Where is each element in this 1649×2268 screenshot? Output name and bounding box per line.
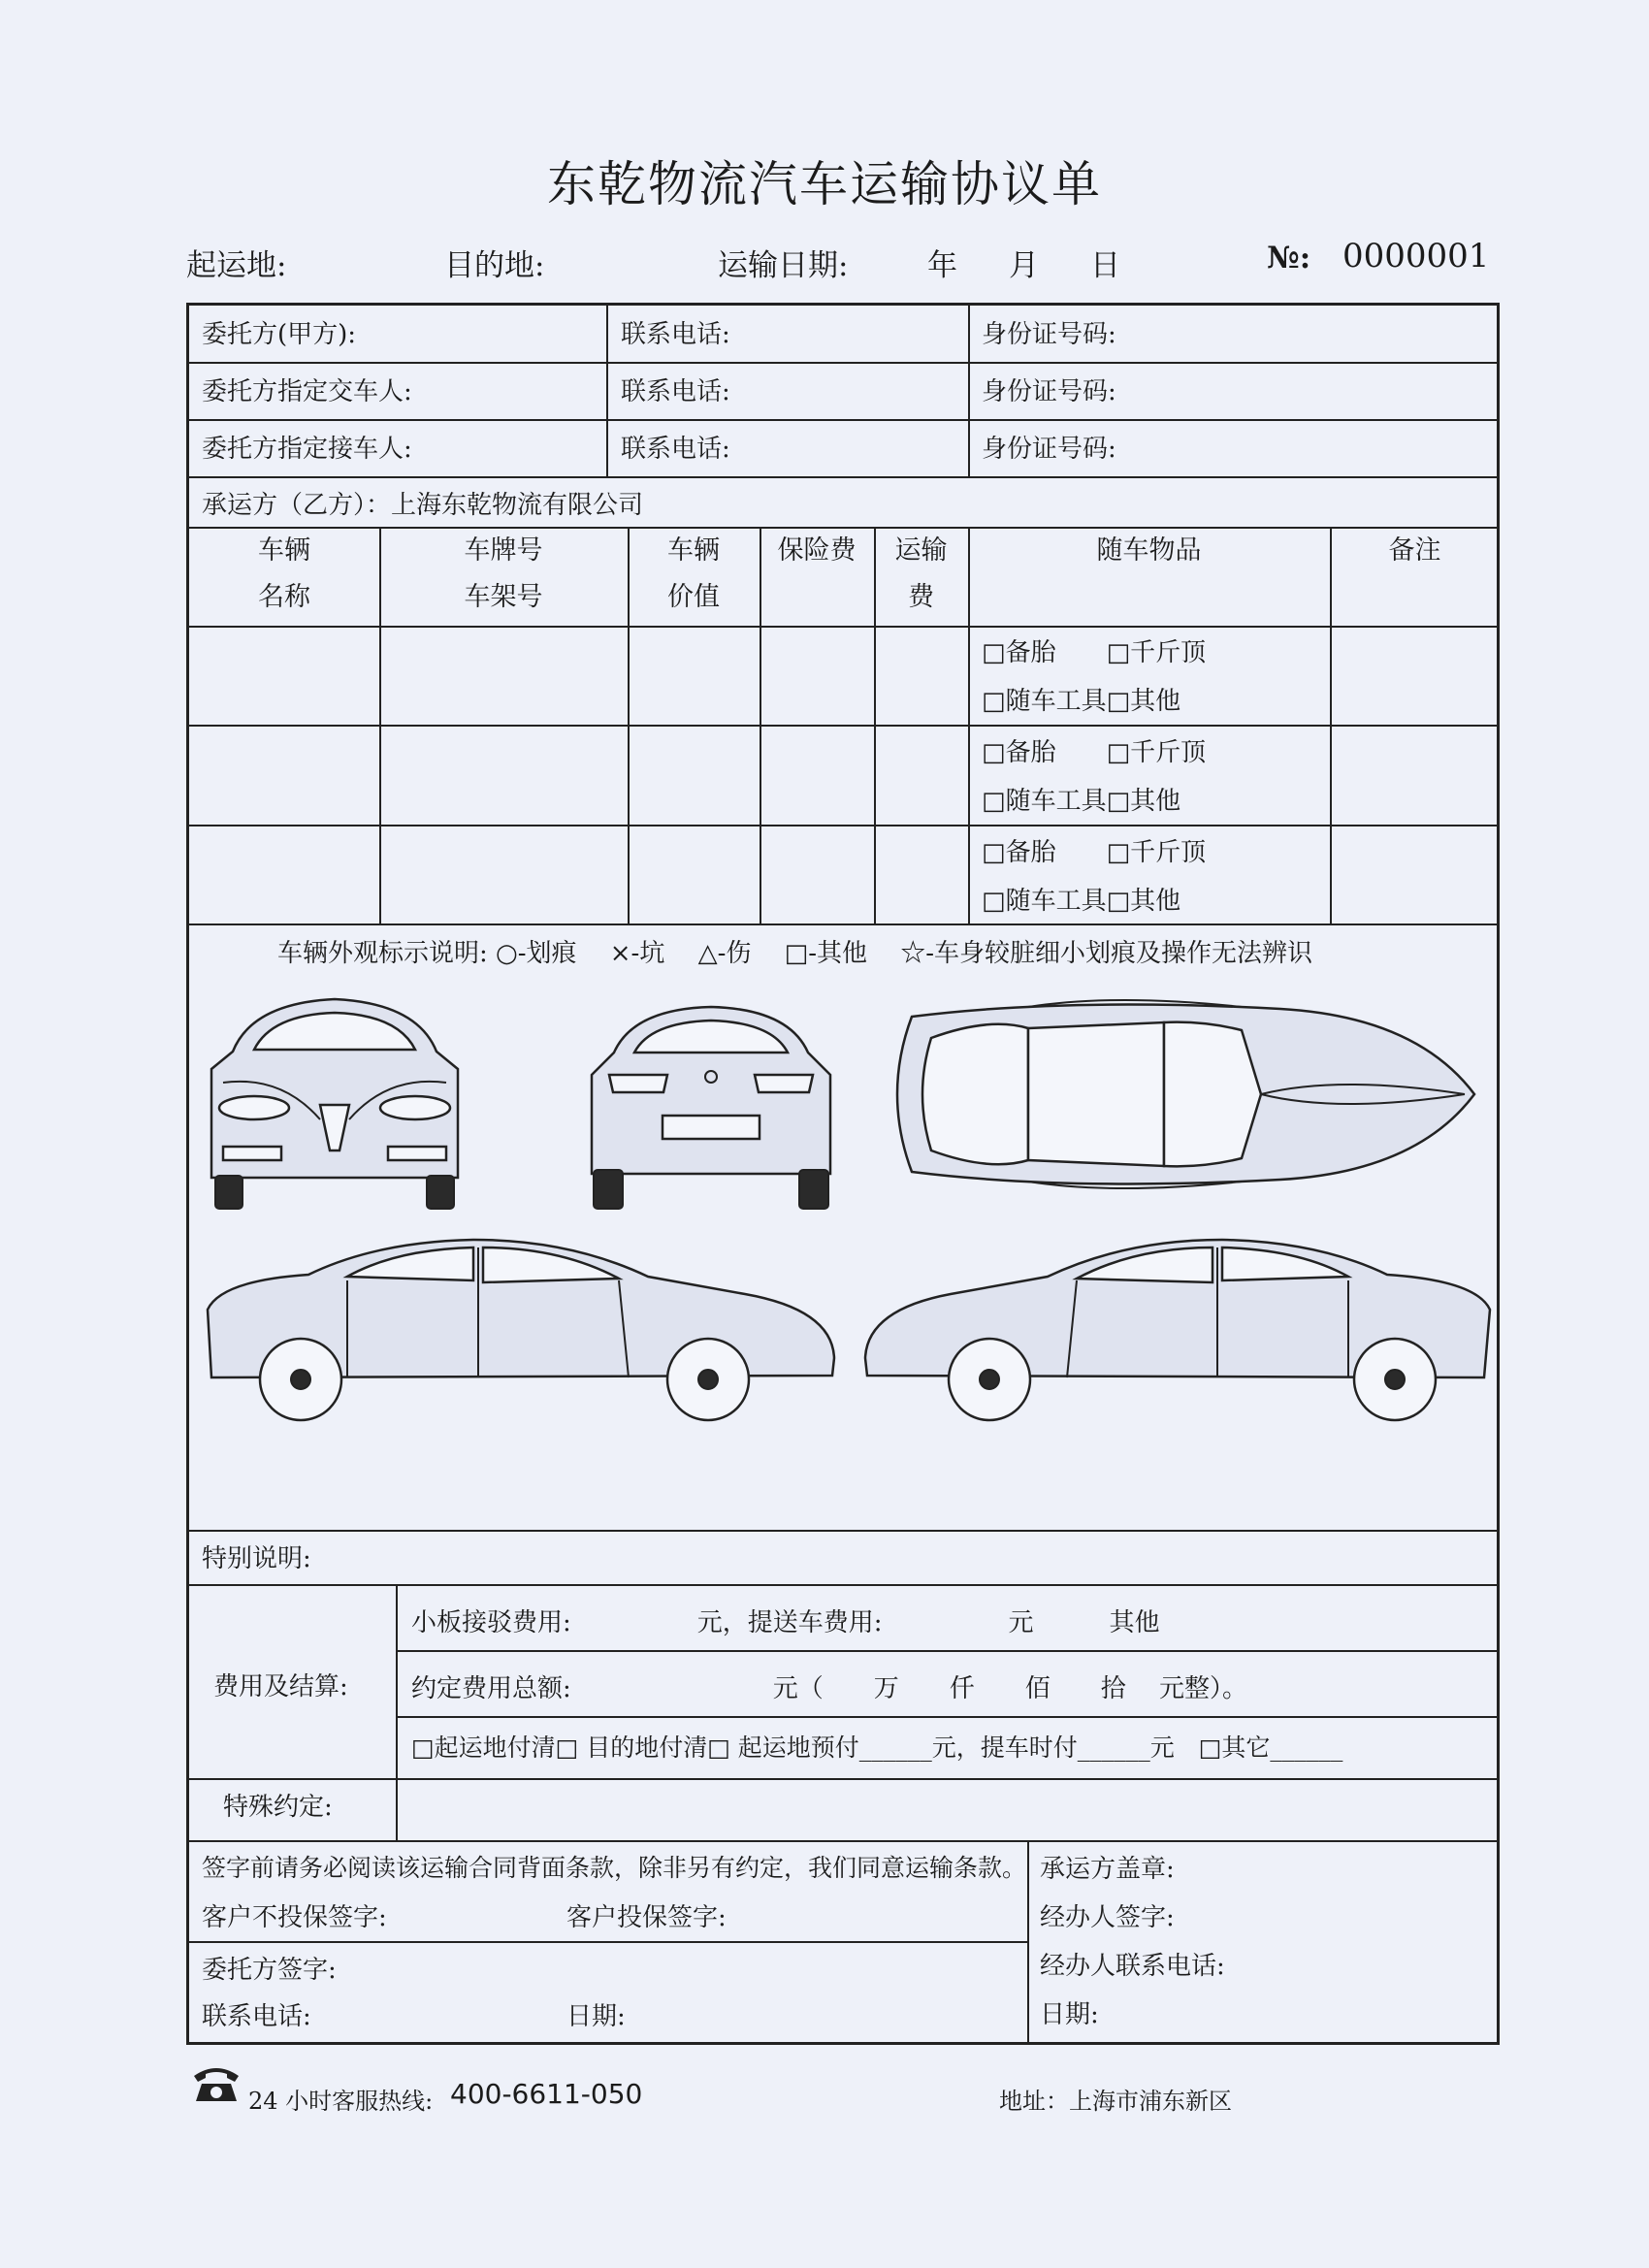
year-label: 年 xyxy=(927,248,957,283)
fees-line-shuttle: 小板接驳费用: 元，提送车费用: 元 其他 xyxy=(411,1608,1160,1637)
col-vehicle-name: 车辆 名称 xyxy=(258,535,310,612)
car-front-view-diagram xyxy=(194,993,475,1212)
telephone-icon xyxy=(192,2064,241,2103)
client-id-label: 身份证号码: xyxy=(982,320,1116,349)
client-phone-label: 联系电话: xyxy=(621,320,730,349)
destination-label: 目的地: xyxy=(444,248,545,283)
fees-line-total: 约定费用总额: 元（ 万 仟 佰 拾 元整）。 xyxy=(411,1674,1248,1703)
sender-label: 委托方指定交车人: xyxy=(202,377,412,406)
serial-number: 0000001 xyxy=(1342,237,1490,275)
col-vehicle-value: 车辆 价值 xyxy=(667,535,720,612)
special-note-label: 特别说明: xyxy=(202,1544,311,1573)
month-label: 月 xyxy=(1009,248,1039,283)
col-remarks: 备注 xyxy=(1388,535,1441,566)
carrier-name: 承运方（乙方）：上海东乾物流有限公司 xyxy=(202,491,644,520)
date-label: 运输日期: xyxy=(718,248,849,283)
hotline-label: 24 小时客服热线: xyxy=(248,2088,434,2115)
car-top-view-diagram xyxy=(873,988,1484,1211)
number-label: №: xyxy=(1267,241,1311,275)
form-title: 东乾物流汽车运输协议单 xyxy=(547,156,1102,212)
damage-legend: 车辆外观标示说明: ○-划痕 ×-坑 △-伤 □-其他 ☆-车身较脏细小划痕及操作无法辨识 xyxy=(277,939,1313,968)
sender-phone-label: 联系电话: xyxy=(621,377,730,406)
client-signature-label: 委托方签字: xyxy=(202,1956,337,1985)
hotline-number: 400-6611-050 xyxy=(450,2078,643,2110)
fees-label: 费用及结算: xyxy=(213,1672,348,1701)
items-row1-line2: □随车工具□其他 xyxy=(982,687,1181,716)
col-plate-vin: 车牌号 车架号 xyxy=(464,535,543,612)
signature-notice: 签字前请务必阅读该运输合同背面条款，除非另有约定，我们同意运输条款。 xyxy=(202,1854,1027,1882)
client-phone-label-bottom: 联系电话: xyxy=(202,2002,311,2031)
car-right-side-diagram xyxy=(863,1232,1494,1426)
col-transport-fee: 运输 费 xyxy=(894,535,948,612)
items-row2-line1: □备胎 □千斤顶 xyxy=(982,738,1207,767)
fees-line-payment: □起运地付清□ 目的地付清□ 起运地预付______元，提车时付______元 □其它______ xyxy=(411,1733,1343,1762)
agent-signature-label: 经办人签字: xyxy=(1040,1903,1175,1932)
items-row1-line1: □备胎 □千斤顶 xyxy=(982,638,1207,667)
carrier-seal-label: 承运方盖章: xyxy=(1040,1855,1175,1884)
sender-id-label: 身份证号码: xyxy=(982,377,1116,406)
insurance-signature-label: 客户投保签字: xyxy=(566,1903,727,1932)
client-date-label: 日期: xyxy=(566,2002,626,2031)
day-label: 日 xyxy=(1090,248,1120,283)
special-agreement-label: 特殊约定: xyxy=(223,1793,333,1822)
items-row2-line2: □随车工具□其他 xyxy=(982,787,1181,816)
receiver-label: 委托方指定接车人: xyxy=(202,435,412,464)
client-label: 委托方(甲方): xyxy=(202,320,357,349)
receiver-id-label: 身份证号码: xyxy=(982,435,1116,464)
receiver-phone-label: 联系电话: xyxy=(621,435,730,464)
company-address: 地址：上海市浦东新区 xyxy=(999,2088,1232,2115)
car-rear-view-diagram xyxy=(570,999,852,1213)
agent-phone-label: 经办人联系电话: xyxy=(1040,1952,1225,1981)
carrier-date-label: 日期: xyxy=(1040,2000,1099,2029)
items-row3-line2: □随车工具□其他 xyxy=(982,887,1181,916)
origin-label: 起运地: xyxy=(186,248,287,283)
no-insurance-signature-label: 客户不投保签字: xyxy=(202,1903,387,1932)
col-accompanying-items: 随车物品 xyxy=(1096,535,1202,566)
items-row3-line1: □备胎 □千斤顶 xyxy=(982,838,1207,867)
col-insurance: 保险费 xyxy=(777,535,857,566)
car-left-side-diagram xyxy=(202,1232,842,1426)
